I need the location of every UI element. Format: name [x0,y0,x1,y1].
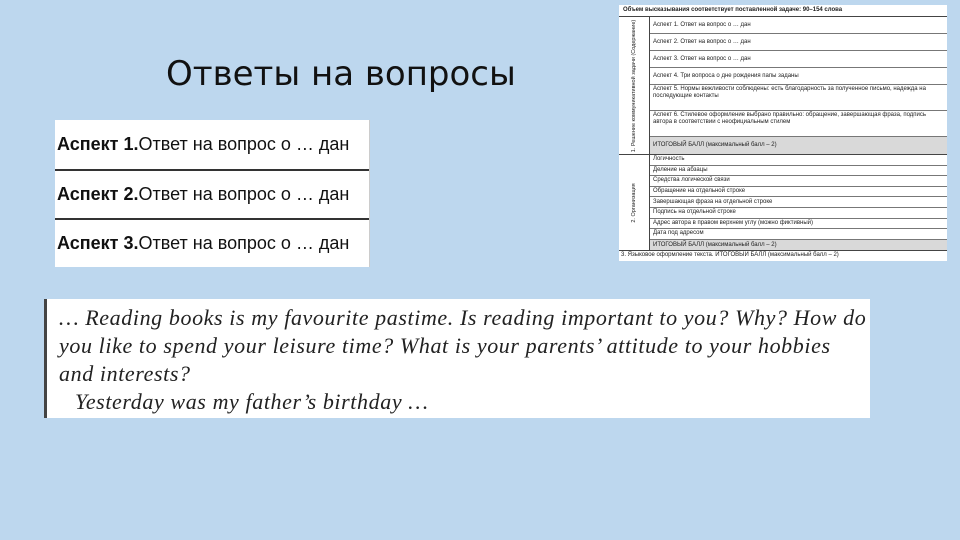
aspect-row [55,169,369,218]
aspect-row [55,120,369,169]
excerpt-paragraph: … Reading books is my favourite pastime. Is reading important to you? Why? How do you like to spend your leisure time? What is your parents’ attitude to your hobbies and interests? [59,305,867,386]
aspects-snippet [55,120,370,267]
aspect-label: Аспект 3. [57,233,139,253]
table-row: Аспект 4. Три вопроса о дне рождения папы заданы [650,68,947,85]
reading-excerpt [44,299,870,418]
table-row: Аспект 6. Стилевое оформление выбрано правильно: обращение, завершающая фраза, подпись автора в соответствии с неофициальным стилем [650,111,947,137]
table-footer: 3. Языковое оформление текста. ИТОГОВЫЙ БАЛЛ (максимальный балл – 2) [621,252,839,259]
table-row: Аспект 2. Ответ на вопрос о … дан [650,34,947,51]
table-row: Средства логической связи [650,176,947,187]
assessment-table [619,5,947,261]
aspect-text: Ответ на вопрос о … дан [138,184,350,204]
table-row: Подпись на отдельной строке [650,208,947,219]
aspect-label: Аспект 1. [57,134,139,154]
table-row: Адрес автора в правом верхнем углу (можно фиктивный) [650,219,947,230]
table-row: Аспект 3. Ответ на вопрос о … дан [650,51,947,68]
aspect-text: Ответ на вопрос о … дан [138,134,350,154]
section-label: 2. Организация [619,155,650,250]
table-row-total: ИТОГОВЫЙ БАЛЛ (максимальный балл – 2) [650,137,947,154]
table-row: Завершающая фраза на отдельной строке [650,197,947,208]
table-row: Обращение на отдельной строке [650,187,947,198]
aspect-label: Аспект 2. [57,184,139,204]
section-content [619,17,947,155]
table-row-total: ИТОГОВЫЙ БАЛЛ (максимальный балл – 2) [650,240,947,251]
section-label: 1. Решение коммуникативной задачи (Содержание) [619,17,650,154]
table-row: Дата под адресом [650,229,947,240]
excerpt-paragraph: Yesterday was my father’s birthday … [75,389,429,414]
section-organization [619,155,947,251]
table-row: Деление на абзацы [650,166,947,177]
table-header: Объем высказывания соответствует поставленной задаче: 90–154 слова [619,5,947,17]
slide-title: Ответы на вопросы [166,54,516,94]
table-row: Логичность [650,155,947,166]
table-row: Аспект 5. Нормы вежливости соблюдены: есть благодарность за полученное письмо, надежда на последующие контакты [650,85,947,111]
aspect-text: Ответ на вопрос о … дан [138,233,350,253]
table-row: Аспект 1. Ответ на вопрос о … дан [650,17,947,34]
aspect-row [55,218,369,267]
